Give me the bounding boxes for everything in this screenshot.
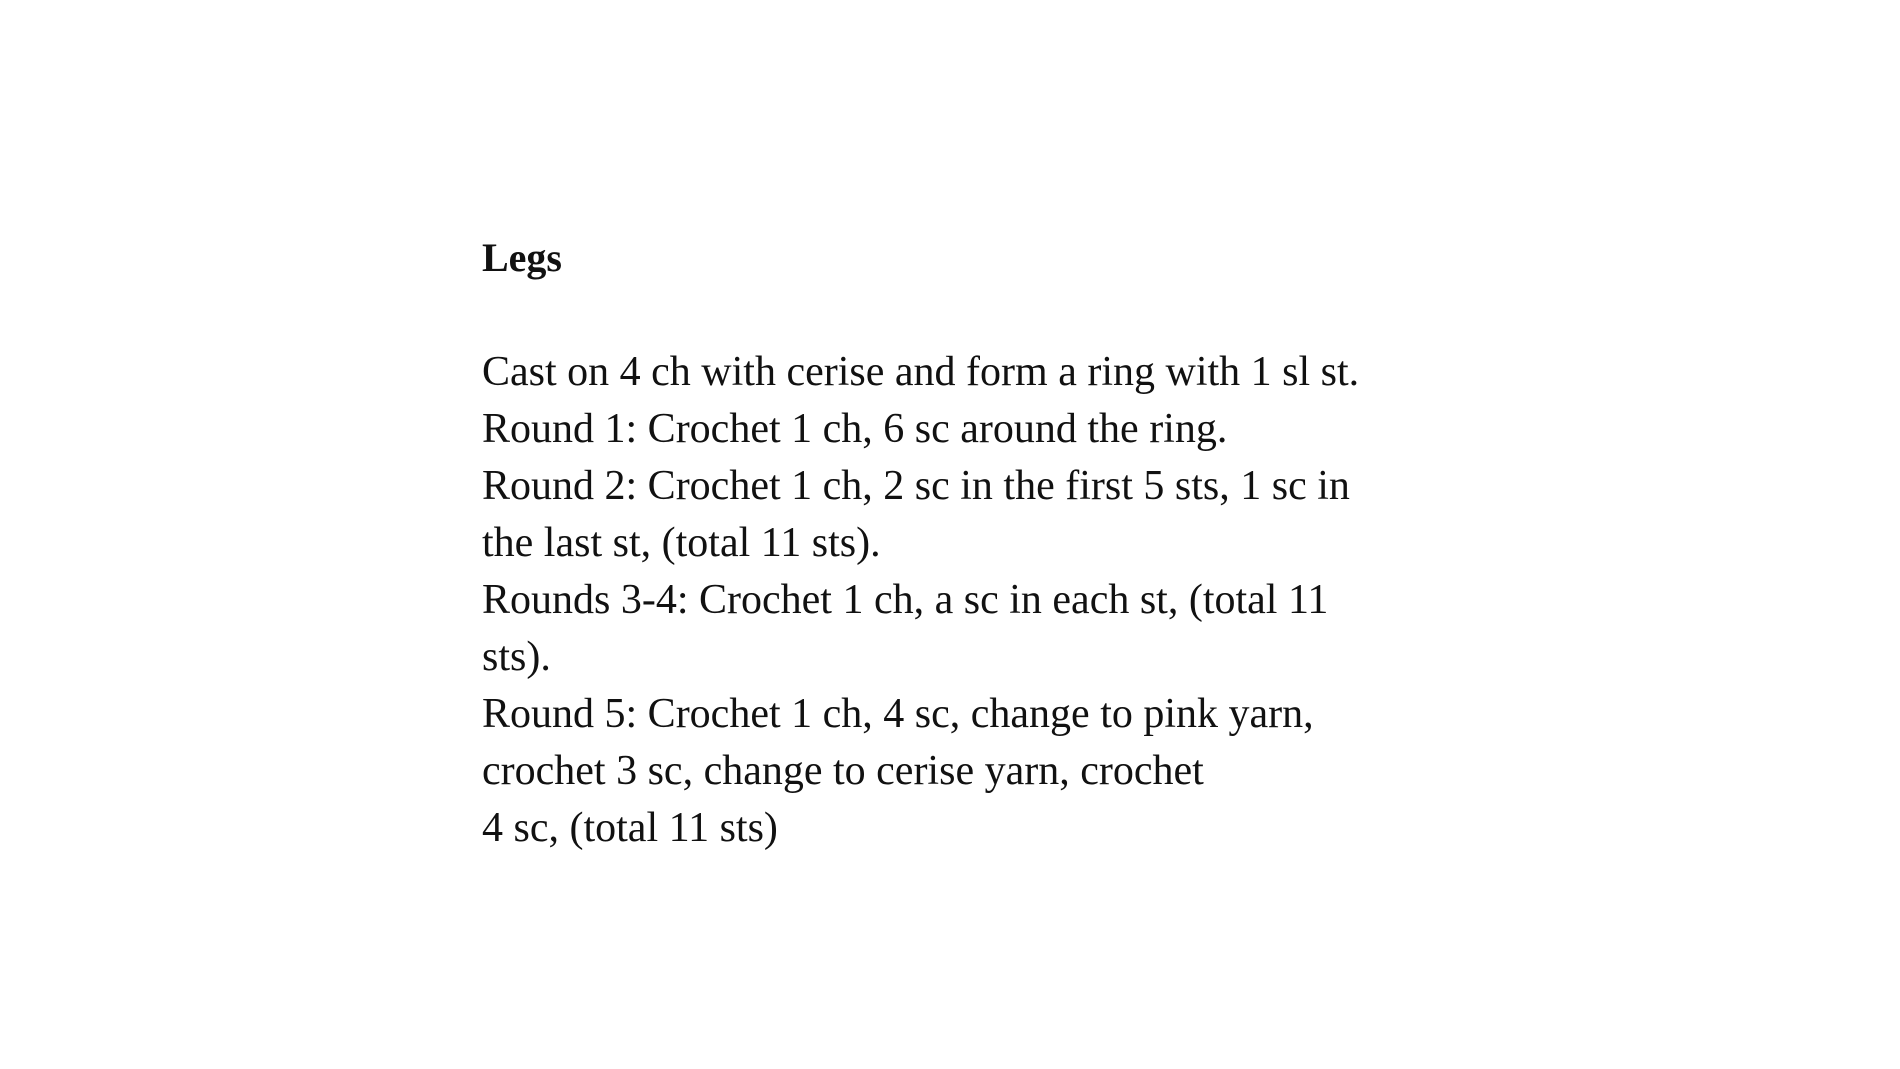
instruction-line: Rounds 3-4: Crochet 1 ch, a sc in each st, (total 11 (482, 577, 1329, 623)
instruction-line: Cast on 4 ch with cerise and form a ring with 1 sl st. (482, 349, 1360, 395)
instruction-line: Round 2: Crochet 1 ch, 2 sc in the first 5 sts, 1 sc in (482, 463, 1350, 509)
instruction-line: Round 5: Crochet 1 ch, 4 sc, change to pink yarn, (482, 691, 1314, 737)
instruction-line: Round 1: Crochet 1 ch, 6 sc around the ring. (482, 406, 1228, 452)
instruction-line: sts). (482, 634, 551, 680)
instruction-line: crochet 3 sc, change to cerise yarn, crochet (482, 748, 1204, 794)
section-heading: Legs (482, 235, 562, 280)
instruction-line: 4 sc, (total 11 sts) (482, 805, 778, 851)
document-page (482, 232, 1462, 857)
instruction-line: the last st, (total 11 sts). (482, 520, 881, 566)
instructions-paragraph (482, 344, 1462, 857)
